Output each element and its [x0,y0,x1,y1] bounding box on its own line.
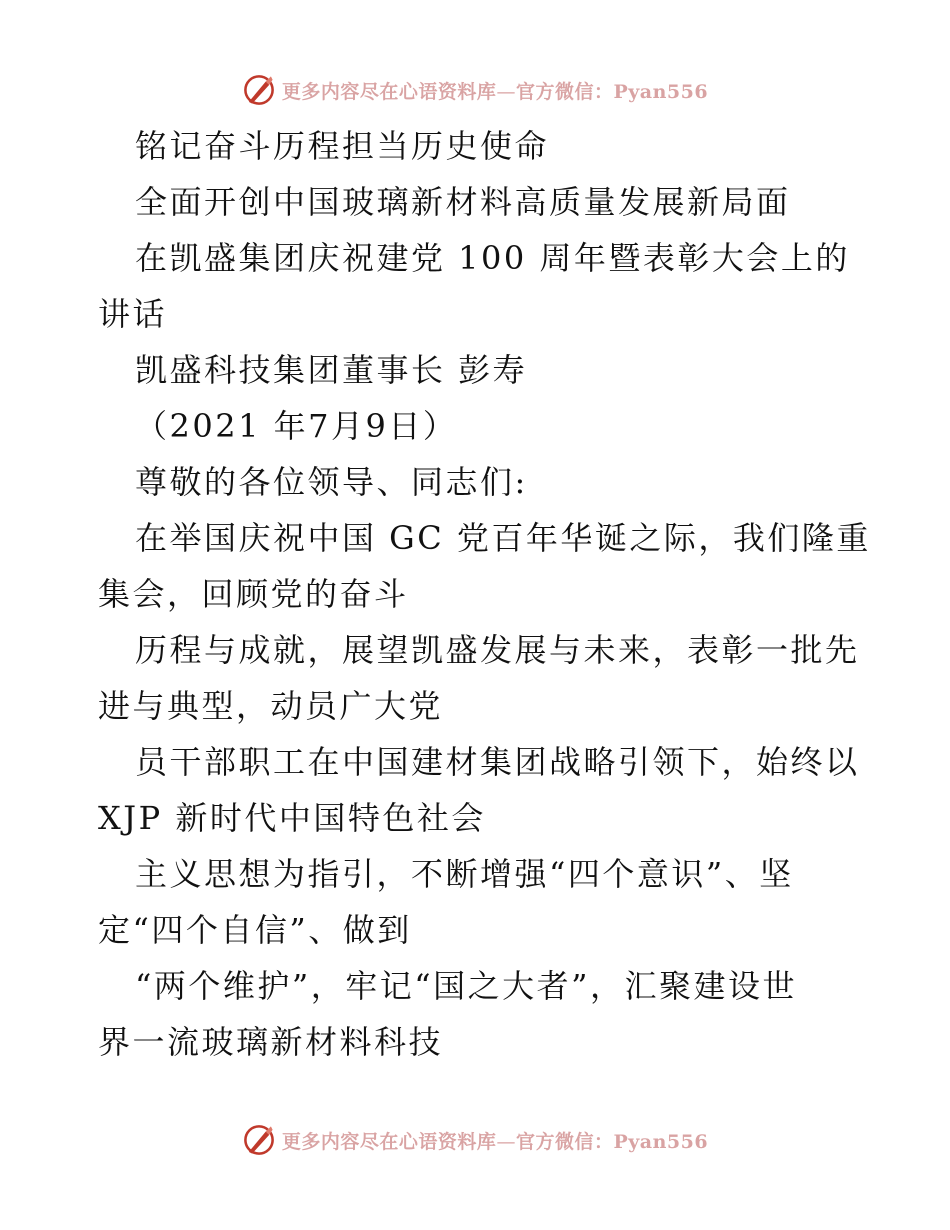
body-line: 界一流玻璃新材料科技 [98,1023,444,1061]
quill-logo-icon [242,73,276,107]
subtitle-line-1: 在凯盛集团庆祝建党 100 周年暨表彰大会上的 [135,239,850,277]
author-line: 凯盛科技集团董事长 彭寿 [135,351,528,389]
document-body [98,118,871,1070]
body-line: 主义思想为指引，不断增强“四个意识”、坚 [135,855,794,893]
body-line: 定“四个自信”、做到 [98,911,412,949]
subtitle-line-2: 讲话 [98,295,168,333]
body-line: XJP 新时代中国特色社会 [98,799,486,837]
body-line: 集会，回顾党的奋斗 [98,575,409,613]
watermark-text: 更多内容尽在心语资料库—官方微信：Pyan556 [281,1130,709,1153]
watermark-header [0,72,950,108]
salutation-line: 尊敬的各位领导、同志们: [135,463,528,501]
body-line: 员干部职工在中国建材集团战略引领下，始终以 [135,743,860,781]
watermark-footer [0,1122,950,1158]
body-line: 历程与成就，展望凯盛发展与未来，表彰一批先 [135,631,860,669]
title-line-2: 全面开创中国玻璃新材料高质量发展新局面 [135,183,791,221]
title-line-1: 铭记奋斗历程担当历史使命 [135,127,550,165]
body-line: 在举国庆祝中国 GC 党百年华诞之际，我们隆重 [135,519,871,557]
body-line: 进与典型，动员广大党 [98,687,444,725]
date-line: （2021 年7月9日） [135,407,458,445]
quill-logo-icon [242,1123,276,1157]
watermark-text: 更多内容尽在心语资料库—官方微信：Pyan556 [281,80,709,103]
body-line: “两个维护”，牢记“国之大者”，汇聚建设世 [135,967,797,1005]
